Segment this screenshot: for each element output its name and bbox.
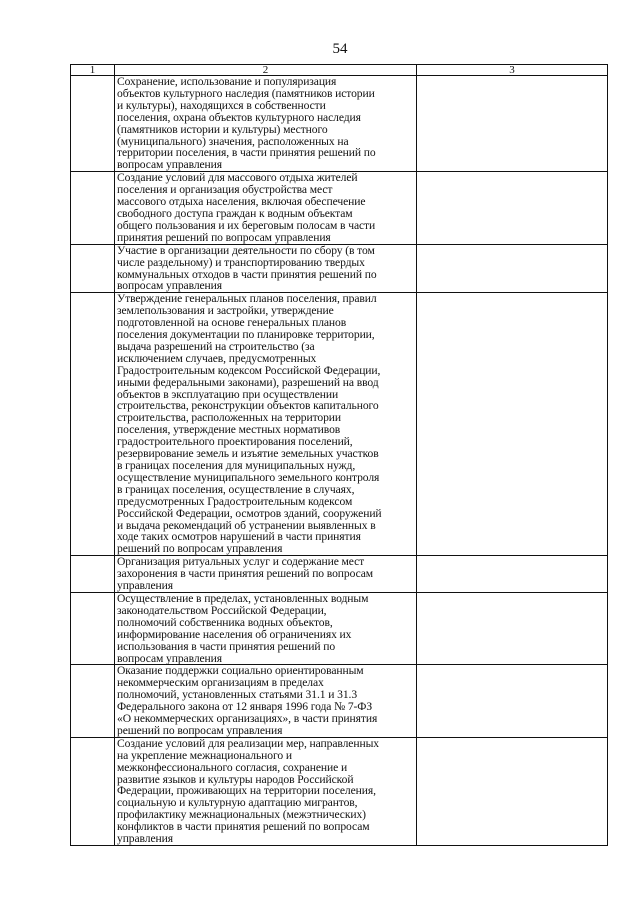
table-cell-col2 bbox=[115, 737, 417, 845]
page-number: 54 bbox=[332, 41, 348, 57]
table-cell-col2 bbox=[115, 556, 417, 593]
function-description: Осуществление в пределах, установленных водным законодательством Российской Федерации, полномочий собственника водных объектов, информирование населения об ограничениях их использования в части принятия решений по вопросам управления bbox=[117, 591, 369, 665]
table-header-row bbox=[71, 65, 608, 76]
column-header-1: 1 bbox=[71, 65, 115, 76]
column-header-3: 3 bbox=[417, 65, 608, 76]
table-cell-col2 bbox=[115, 592, 417, 664]
function-description: Организация ритуальных услуг и содержание мест захоронения в части принятия решений по вопросам управления bbox=[117, 555, 374, 593]
table-cell-col3 bbox=[417, 592, 608, 664]
table-cell-col3 bbox=[417, 737, 608, 845]
table-cell-col1 bbox=[71, 665, 115, 737]
table-cell-col1 bbox=[71, 293, 115, 556]
function-description: Участие в организации деятельности по сбору (в том числе раздельному) и транспортированию твердых коммунальных отходов в части принятия решений по вопросам управления bbox=[117, 243, 377, 293]
column-header-2: 2 bbox=[115, 65, 417, 76]
table-row bbox=[71, 244, 608, 293]
table-row bbox=[71, 172, 608, 244]
table-cell-col2 bbox=[115, 293, 417, 556]
table-cell-col1 bbox=[71, 737, 115, 845]
table-cell-col1 bbox=[71, 244, 115, 293]
table-row bbox=[71, 293, 608, 556]
table-cell-col1 bbox=[71, 592, 115, 664]
table-row bbox=[71, 737, 608, 845]
function-description: Утверждение генеральных планов поселения, правил землепользования и застройки, утверждение подготовленной на основе генеральных планов поселения документации по планировке территории, выдача разрешений на строительство (за исключением случаев, предусмотренных Градостроительным кодексом Российской Федерации, иными федеральными законами), разрешений на ввод объектов в эксплуатацию при осуществлении строительства, реконструкции объектов капитального строительства, расположенных на территории поселения, утверждение местных нормативов градостроительного проектирования поселений, резервирование земель и изъятие земельных участков в границах поселения для муниципальных нужд, осуществление муниципального земельного контроля в границах поселения, осуществление в случаях, предусмотренных Градостроительным кодексом Российской Федерации, осмотров зданий, сооружений и выдача рекомендаций об устранении выявленных в ходе таких осмотров нарушений в части принятия решений по вопросам управления bbox=[117, 292, 382, 556]
table-cell-col1 bbox=[71, 76, 115, 172]
table-cell-col3 bbox=[417, 293, 608, 556]
document-table bbox=[70, 64, 608, 846]
function-description: Оказание поддержки социально ориентированным некоммерческим организациям в пределах полномочий, установленных статьями 31.1 и 31.3 Федерального закона от 12 января 1996 года № 7-ФЗ «О некоммерческих организациях», в части принятия решений по вопросам управления bbox=[117, 664, 378, 737]
table-cell-col2 bbox=[115, 665, 417, 737]
function-description: Сохранение, использование и популяризация объектов культурного наследия (памятников истории и культуры), находящихся в собственности поселения, охрана объектов культурного наследия (памятников истории и культуры) местного (муниципального) значения, расположенных на территории поселения, в части принятия решений по вопросам управления bbox=[117, 75, 376, 172]
table-cell-col3 bbox=[417, 556, 608, 593]
table-cell-col2 bbox=[115, 172, 417, 244]
table-cell-col1 bbox=[71, 556, 115, 593]
table-row bbox=[71, 556, 608, 593]
table-cell-col1 bbox=[71, 172, 115, 244]
function-description: Создание условий для реализации мер, направленных на укрепление межнационального и межконфессионального согласия, сохранение и развитие языков и культуры народов Российской Федерации, проживающих на территории поселения, социальную и культурную адаптацию мигрантов, профилактику межнациональных (межэтнических) конфликтов в части принятия решений по вопросам управления bbox=[117, 736, 379, 846]
table-cell-col3 bbox=[417, 172, 608, 244]
table-row bbox=[71, 76, 608, 172]
table-cell-col2 bbox=[115, 76, 417, 172]
table-cell-col2 bbox=[115, 244, 417, 293]
table-row bbox=[71, 665, 608, 737]
table-cell-col3 bbox=[417, 244, 608, 293]
table-row bbox=[71, 592, 608, 664]
table-cell-col3 bbox=[417, 665, 608, 737]
function-description: Создание условий для массового отдыха жителей поселения и организация обустройства мест массового отдыха населения, включая обеспечение свободного доступа граждан к водным объектам общего пользования и их береговым полосам в части принятия решений по вопросам управления bbox=[117, 171, 376, 244]
table-cell-col3 bbox=[417, 76, 608, 172]
